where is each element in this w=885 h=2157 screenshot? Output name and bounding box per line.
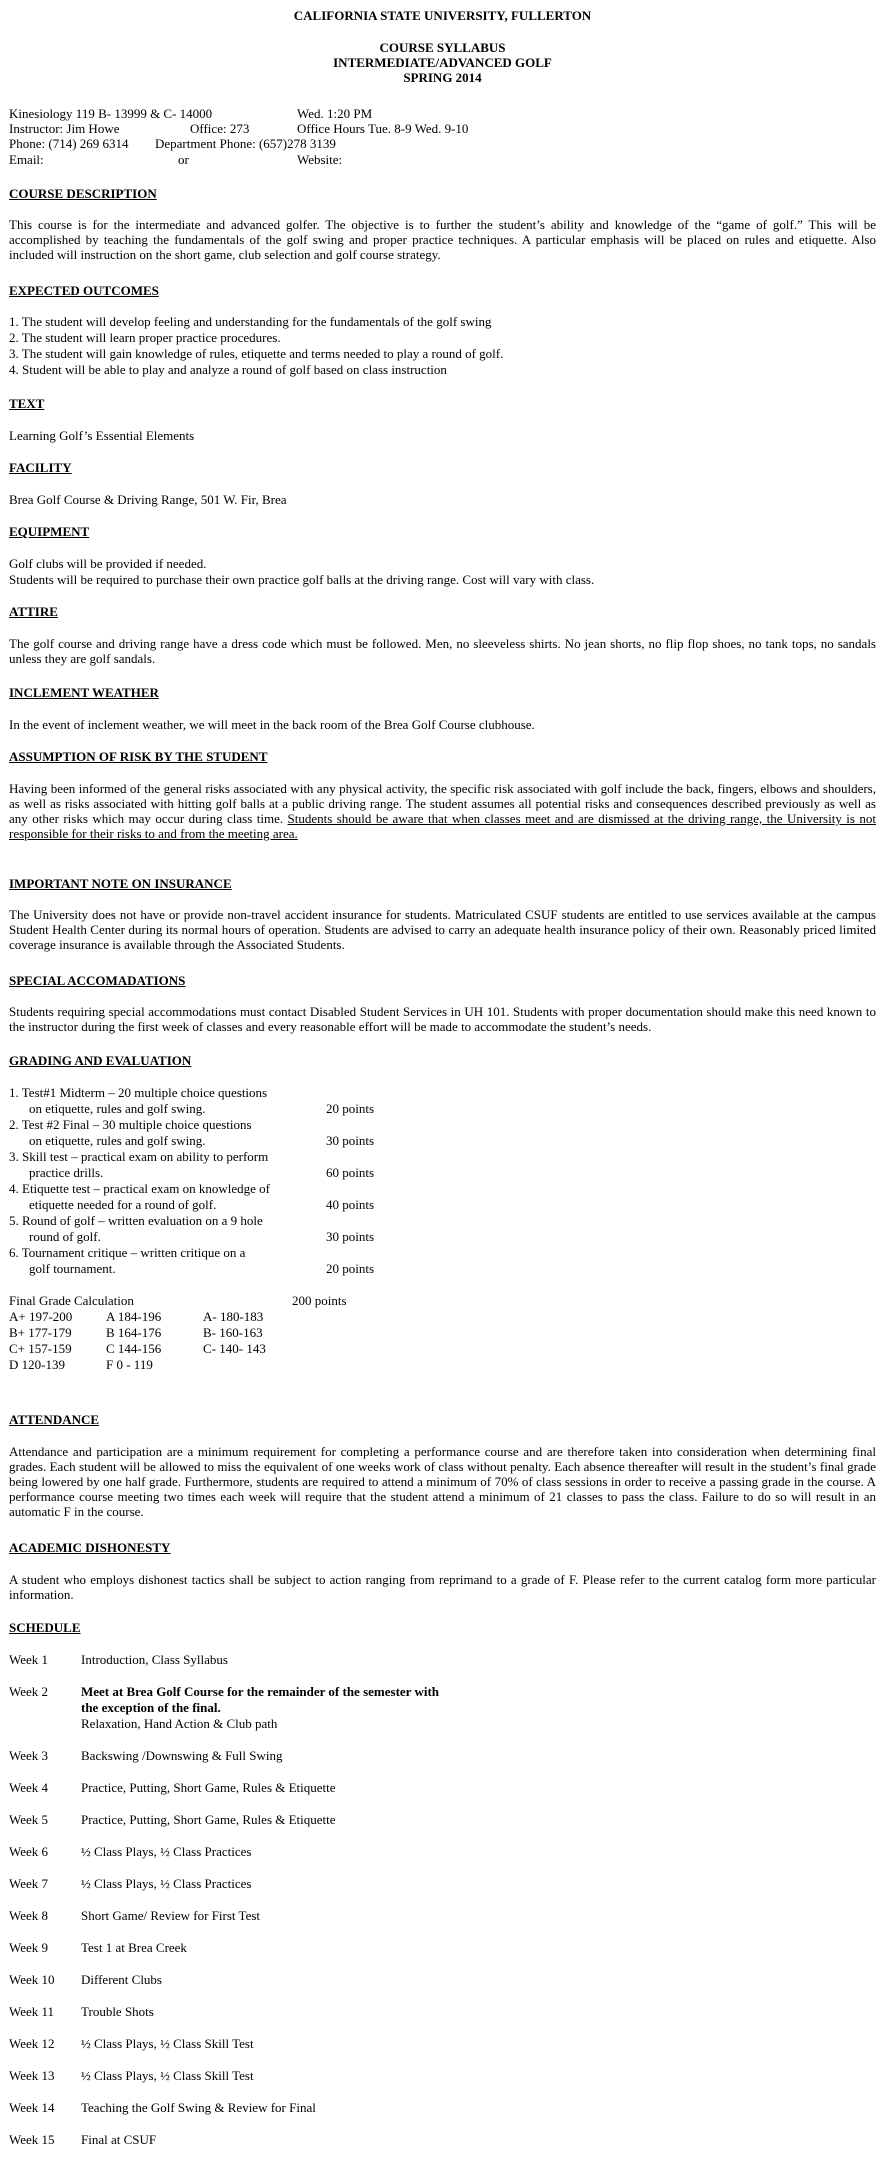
- weather-text: In the event of inclement weather, we will meet in the back room of the Brea Golf Course clubhouse.: [9, 717, 535, 732]
- grade-scale-cell: A- 180-183: [203, 1309, 264, 1324]
- or-text: or: [178, 152, 189, 167]
- text-heading: TEXT: [9, 396, 45, 411]
- schedule-week: Week 8: [9, 1908, 49, 1923]
- schedule-topic: Test 1 at Brea Creek: [81, 1940, 187, 1955]
- website: Website:: [297, 152, 343, 167]
- instructor: Instructor: Jim Howe: [9, 121, 120, 136]
- schedule-topic: Trouble Shots: [81, 2004, 154, 2019]
- schedule-topic: Practice, Putting, Short Game, Rules & Etiquette: [81, 1812, 336, 1827]
- outcomes-heading: EXPECTED OUTCOMES: [9, 283, 159, 298]
- attire-heading: ATTIRE: [9, 604, 58, 619]
- office: Office: 273: [190, 121, 250, 136]
- class-time: Wed. 1:20 PM: [297, 106, 373, 121]
- final-grade-label: Final Grade Calculation: [9, 1293, 134, 1308]
- schedule-notice: the exception of the final.: [81, 1700, 221, 1715]
- schedule-topic: Teaching the Golf Swing & Review for Final: [81, 2100, 316, 2115]
- outcome-item: 1. The student will develop feeling and understanding for the fundamentals of the golf swing: [9, 314, 492, 329]
- insurance-text: The University does not have or provide non-travel accident insurance for students. Matriculated CSUF students are entitled to use services available at the campus Student Health Center during its normal hours of operation. Students are advised to carry an adequate health insurance policy of their own. Reasonably priced limited coverage insurance is available through the Associated Students.: [9, 907, 876, 952]
- schedule-week: Week 12: [9, 2036, 55, 2051]
- schedule-week: Week 9: [9, 1940, 49, 1955]
- schedule-topic: Backswing /Downswing & Full Swing: [81, 1748, 283, 1763]
- grading-item-detail: on etiquette, rules and golf swing.: [29, 1133, 206, 1148]
- schedule-topic: ½ Class Plays, ½ Class Skill Test: [81, 2068, 254, 2083]
- phone: Phone: (714) 269 6314: [9, 136, 129, 151]
- grade-scale-cell: B- 160-163: [203, 1325, 263, 1340]
- grading-points: 60 points: [326, 1165, 375, 1180]
- schedule-week: Week 7: [9, 1876, 49, 1891]
- grade-scale-cell: B+ 177-179: [9, 1325, 72, 1340]
- equipment-heading: EQUIPMENT: [9, 524, 90, 539]
- schedule-heading: SCHEDULE: [9, 1620, 81, 1635]
- grading-item: 5. Round of golf – written evaluation on a 9 hole: [9, 1213, 263, 1228]
- schedule-week: Week 14: [9, 2100, 55, 2115]
- schedule-week: Week 6: [9, 1844, 49, 1859]
- schedule-week: Week 1: [9, 1652, 49, 1667]
- office-hours: Office Hours Tue. 8-9 Wed. 9-10: [297, 121, 469, 136]
- final-grade-points: 200 points: [292, 1293, 347, 1308]
- grading-item-detail: practice drills.: [29, 1165, 104, 1180]
- grading-item: 6. Tournament critique – written critique on a: [9, 1245, 246, 1260]
- schedule-week: Week 2: [9, 1684, 49, 1699]
- grade-scale-cell: B 164-176: [106, 1325, 162, 1340]
- schedule-week: Week 11: [9, 2004, 55, 2019]
- grading-item: 3. Skill test – practical exam on ability to perform: [9, 1149, 269, 1164]
- weather-heading: INCLEMENT WEATHER: [9, 685, 159, 700]
- risk-text-main: Having been informed of the general risks associated with any physical activity, the specific risk associated with golf include the back, fingers, elbows and shoulders, as well as risks associated with hitting golf balls at a public driving range. The student assumes all potential risks and consequences described previously as well as any other risks which may occur during class time.: [9, 781, 876, 826]
- schedule-topic: Practice, Putting, Short Game, Rules & Etiquette: [81, 1780, 336, 1795]
- term: SPRING 2014: [403, 70, 482, 85]
- schedule-topic: ½ Class Plays, ½ Class Practices: [81, 1876, 252, 1891]
- grading-item-detail: round of golf.: [29, 1229, 101, 1244]
- course-name: INTERMEDIATE/ADVANCED GOLF: [333, 55, 552, 70]
- attendance-text: Attendance and participation are a minimum requirement for completing a performance course and are therefore taken into consideration when determining final grades. Each student will be allowed to miss the equivalent of one weeks work of class without penalty. Each absence thereafter will result in the student’s final grade being lowered by one half grade. Furthermore, students are required to attend a minimum of 70% of class sessions in order to receive a passing grade in the course. A performance course meeting two times each week will require that the student attend a minimum of 21 classes to pass the class. Failure to do so will result in an automatic F in the course.: [9, 1444, 876, 1519]
- department-phone: Department Phone: (657)278 3139: [155, 136, 336, 151]
- grading-item-detail: etiquette needed for a round of golf.: [29, 1197, 217, 1212]
- grading-points: 20 points: [326, 1101, 375, 1116]
- course-code: Kinesiology 119 B- 13999 & C- 14000: [9, 106, 213, 121]
- facility-heading: FACILITY: [9, 460, 72, 475]
- schedule-topic: Final at CSUF: [81, 2132, 157, 2147]
- grading-item-detail: golf tournament.: [29, 1261, 116, 1276]
- grade-scale-cell: C 144-156: [106, 1341, 162, 1356]
- risk-text-underlined: Students should be aware that when classes meet and are dismissed at the driving range, the University is not responsible for their risks to and from the meeting area.: [9, 811, 876, 841]
- grading-points: 40 points: [326, 1197, 375, 1212]
- course-description-heading: COURSE DESCRIPTION: [9, 186, 157, 201]
- grade-scale-cell: C- 140- 143: [203, 1341, 266, 1356]
- grading-item-detail: on etiquette, rules and golf swing.: [29, 1101, 206, 1116]
- equipment-line: Golf clubs will be provided if needed.: [9, 556, 207, 571]
- risk-heading: ASSUMPTION OF RISK BY THE STUDENT: [9, 749, 268, 764]
- risk-text: [9, 781, 876, 841]
- course-description-text: This course is for the intermediate and advanced golfer. The objective is to further the student’s ability and knowledge of the “game of golf.” This will be accomplished by teaching the fundamentals of the golf swing and proper practice techniques. A particular emphasis will be placed on rules and etiquette. Also included will instruction on the short game, club selection and golf course strategy.: [9, 217, 876, 262]
- schedule-topic: ½ Class Plays, ½ Class Skill Test: [81, 2036, 254, 2051]
- schedule-week: Week 5: [9, 1812, 49, 1827]
- grading-item: 4. Etiquette test – practical exam on knowledge of: [9, 1181, 270, 1196]
- schedule-week: Week 13: [9, 2068, 55, 2083]
- dishonesty-heading: ACADEMIC DISHONESTY: [9, 1540, 171, 1555]
- grading-points: 30 points: [326, 1229, 375, 1244]
- attendance-heading: ATTENDANCE: [9, 1412, 100, 1427]
- grade-scale-cell: C+ 157-159: [9, 1341, 72, 1356]
- attire-text: The golf course and driving range have a dress code which must be followed. Men, no sleeveless shirts. No jean shorts, no flip flop shoes, no tank tops, no sandals unless they are golf sandals.: [9, 636, 876, 666]
- grade-scale-cell: D 120-139: [9, 1357, 65, 1372]
- doc-type: COURSE SYLLABUS: [379, 40, 506, 55]
- grading-heading: GRADING AND EVALUATION: [9, 1053, 192, 1068]
- grading-item: 1. Test#1 Midterm – 20 multiple choice questions: [9, 1085, 268, 1100]
- grading-points: 20 points: [326, 1261, 375, 1276]
- insurance-heading: IMPORTANT NOTE ON INSURANCE: [9, 876, 232, 891]
- grading-points: 30 points: [326, 1133, 375, 1148]
- grading-item: 2. Test #2 Final – 30 multiple choice questions: [9, 1117, 252, 1132]
- schedule-topic: ½ Class Plays, ½ Class Practices: [81, 1844, 252, 1859]
- schedule-week: Week 3: [9, 1748, 49, 1763]
- text-book: Learning Golf’s Essential Elements: [9, 428, 195, 443]
- university-title: CALIFORNIA STATE UNIVERSITY, FULLERTON: [293, 8, 592, 23]
- schedule-topic: Different Clubs: [81, 1972, 162, 1987]
- schedule-notice: Meet at Brea Golf Course for the remainder of the semester with: [81, 1684, 440, 1699]
- schedule-week: Week 15: [9, 2132, 55, 2147]
- schedule-topic: Relaxation, Hand Action & Club path: [81, 1716, 278, 1731]
- outcome-item: 2. The student will learn proper practice procedures.: [9, 330, 281, 345]
- accommodations-heading: SPECIAL ACCOMADATIONS: [9, 973, 186, 988]
- schedule-week: Week 10: [9, 1972, 55, 1987]
- grade-scale-cell: F 0 - 119: [106, 1357, 153, 1372]
- email: Email:: [9, 152, 44, 167]
- outcome-item: 3. The student will gain knowledge of rules, etiquette and terms needed to play a round of golf.: [9, 346, 504, 361]
- schedule-week: Week 4: [9, 1780, 49, 1795]
- accommodations-text: Students requiring special accommodations must contact Disabled Student Services in UH 101. Students with proper documentation should make this need known to the instructor during the first week of classes and every reasonable effort will be made to accommodate the student’s needs.: [9, 1004, 876, 1034]
- grade-scale-cell: A+ 197-200: [9, 1309, 73, 1324]
- dishonesty-text: A student who employs dishonest tactics shall be subject to action ranging from reprimand to a grade of F. Please refer to the current catalog form more particular information.: [9, 1572, 876, 1602]
- facility-address: Brea Golf Course & Driving Range, 501 W. Fir, Brea: [9, 492, 287, 507]
- schedule-topic: Introduction, Class Syllabus: [81, 1652, 228, 1667]
- equipment-line: Students will be required to purchase their own practice golf balls at the driving range. Cost will vary with class.: [9, 572, 595, 587]
- outcome-item: 4. Student will be able to play and analyze a round of golf based on class instruction: [9, 362, 447, 377]
- grade-scale-cell: A 184-196: [106, 1309, 162, 1324]
- schedule-topic: Short Game/ Review for First Test: [81, 1908, 261, 1923]
